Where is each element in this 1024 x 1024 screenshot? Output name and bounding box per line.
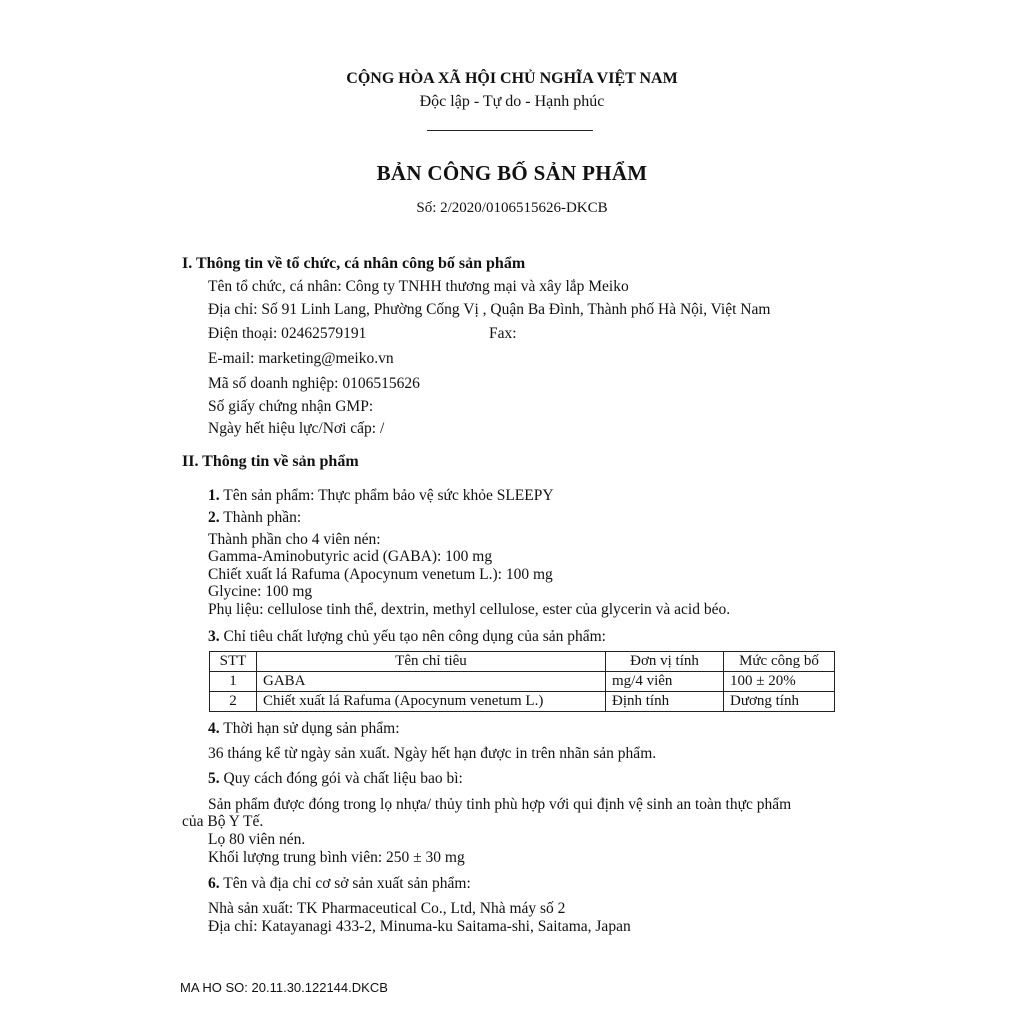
item-5-text: Quy cách đóng gói và chất liệu bao bì: [219, 770, 463, 787]
item-2-ingredients [208, 509, 301, 527]
packaging-line-4: Khối lượng trung bình viên: 250 ± 30 mg [208, 849, 465, 866]
manufacturer-name: Nhà sản xuất: TK Pharmaceutical Co., Ltd, Nhà máy số 2 [208, 900, 566, 917]
composition-excipients: Phụ liệu: cellulose tinh thể, dextrin, methyl cellulose, ester của glycerin và acid béo. [208, 601, 731, 618]
item-6-manufacturer [208, 875, 471, 893]
item-1-number: 1. [208, 487, 220, 504]
composition-rafuma: Chiết xuất lá Rafuma (Apocynum venetum L.): 100 mg [208, 566, 553, 583]
national-heading: CỘNG HÒA XÃ HỘI CHỦ NGHĨA VIỆT NAM [346, 70, 678, 87]
item-3-number: 3. [208, 628, 220, 645]
table-cell: GABA [257, 672, 606, 692]
document-number: Số: 2/2020/0106515626-DKCB [416, 200, 608, 216]
item-4-number: 4. [208, 720, 220, 737]
document-title: BẢN CÔNG BỐ SẢN PHẨM [376, 161, 648, 185]
org-expiry: Ngày hết hiệu lực/Nơi cấp: / [208, 420, 385, 437]
item-1-text: Tên sản phẩm: Thực phẩm bảo vệ sức khỏe SLEEPY [219, 487, 554, 504]
item-6-text: Tên và địa chỉ cơ sở sản xuất sản phẩm: [219, 875, 471, 892]
file-code: MA HO SO: 20.11.30.122144.DKCB [180, 980, 388, 995]
section-1-heading: I. Thông tin về tổ chức, cá nhân công bố sản phẩm [182, 255, 526, 272]
table-cell: Chiết xuất lá Rafuma (Apocynum venetum L.) [257, 692, 606, 712]
composition-glycine: Glycine: 100 mg [208, 583, 313, 600]
org-business-code: Mã số doanh nghiệp: 0106515626 [208, 375, 420, 392]
composition-gaba: Gamma-Aminobutyric acid (GABA): 100 mg [208, 548, 493, 565]
item-3-quality-criteria [208, 628, 606, 646]
item-2-text: Thành phần: [219, 509, 302, 526]
quality-criteria-table [209, 651, 835, 712]
table-header-cell: Mức công bố [724, 652, 835, 672]
table-header-cell: Tên chỉ tiêu [257, 652, 606, 672]
item-5-packaging [208, 770, 463, 788]
org-address: Địa chỉ: Số 91 Linh Lang, Phường Cống Vị , Quận Ba Đình, Thành phố Hà Nội, Việt Nam [208, 301, 771, 318]
org-fax: Fax: [489, 325, 517, 342]
packaging-line-2: của Bộ Y Tế. [182, 813, 264, 830]
table-header-row [210, 652, 835, 672]
packaging-line-1: Sản phẩm được đóng trong lọ nhựa/ thủy tinh phù hợp với qui định vệ sinh an toàn thực phẩm [208, 796, 792, 813]
national-motto: Độc lập - Tự do - Hạnh phúc [419, 93, 605, 110]
org-email: E-mail: marketing@meiko.vn [208, 350, 394, 367]
table-row [210, 692, 835, 712]
org-gmp: Số giấy chứng nhận GMP: [208, 398, 374, 415]
table-header-cell: STT [210, 652, 257, 672]
item-5-number: 5. [208, 770, 220, 787]
table-cell: 2 [210, 692, 257, 712]
manufacturer-address: Địa chỉ: Katayanagi 433-2, Minuma-ku Saitama-shi, Saitama, Japan [208, 918, 631, 935]
table-cell: mg/4 viên [606, 672, 724, 692]
header-divider [427, 130, 593, 131]
org-name: Tên tổ chức, cá nhân: Công ty TNHH thương mại và xây lắp Meiko [208, 278, 629, 295]
org-phone: Điện thoại: 02462579191 [208, 325, 367, 342]
composition-intro: Thành phần cho 4 viên nén: [208, 531, 381, 548]
item-1-product-name [208, 487, 554, 505]
item-2-number: 2. [208, 509, 220, 526]
section-2-heading: II. Thông tin về sản phẩm [182, 453, 359, 470]
item-4-shelf-life [208, 720, 400, 738]
shelf-life-text: 36 tháng kể từ ngày sản xuất. Ngày hết hạn được in trên nhãn sản phẩm. [208, 745, 657, 762]
packaging-line-3: Lọ 80 viên nén. [208, 831, 306, 848]
item-6-number: 6. [208, 875, 220, 892]
item-3-text: Chỉ tiêu chất lượng chủ yếu tạo nên công dụng của sản phẩm: [219, 628, 606, 645]
item-4-text: Thời hạn sử dụng sản phẩm: [219, 720, 400, 737]
table-cell: 100 ± 20% [724, 672, 835, 692]
table-row [210, 672, 835, 692]
table-cell: 1 [210, 672, 257, 692]
table-header-cell: Đơn vị tính [606, 652, 724, 672]
table-cell: Dương tính [724, 692, 835, 712]
table-cell: Định tính [606, 692, 724, 712]
